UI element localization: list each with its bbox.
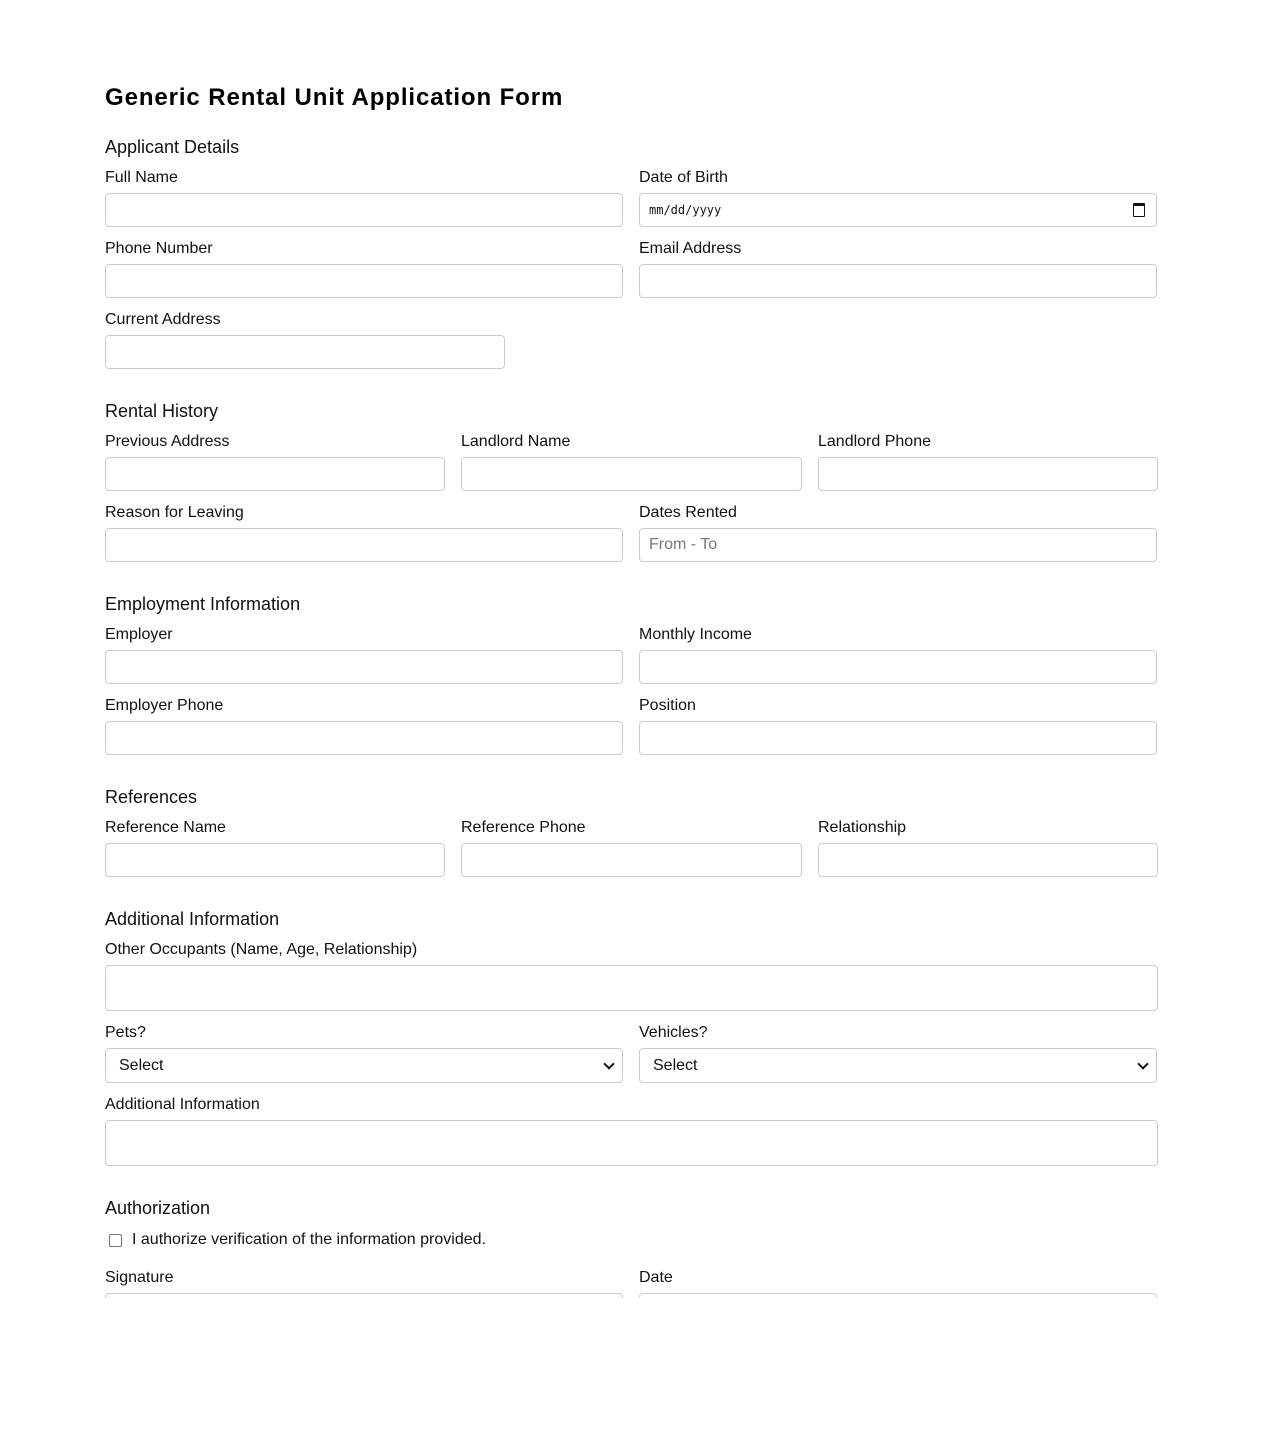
landlord-phone-field-group	[818, 433, 1158, 491]
vehicles-select[interactable]	[639, 1048, 1157, 1083]
signature-field-group	[105, 1269, 623, 1298]
monthly-income-input[interactable]	[639, 650, 1157, 684]
references-row-1	[105, 819, 1158, 877]
reference-phone-input[interactable]	[461, 843, 802, 877]
employment-row-2	[105, 697, 1157, 755]
relationship-field-group	[818, 819, 1158, 877]
landlord-name-input[interactable]	[461, 457, 802, 491]
consent-label[interactable]: I authorize verification of the information provided.	[132, 1231, 486, 1248]
pets-selected-value: Select	[119, 1056, 164, 1074]
chevron-down-icon	[603, 1058, 614, 1069]
phone-input[interactable]	[105, 264, 623, 298]
position-label: Position	[639, 697, 696, 714]
vehicles-label: Vehicles?	[639, 1024, 708, 1041]
phone-label: Phone Number	[105, 240, 213, 257]
references-section	[105, 786, 197, 808]
reference-phone-label: Reference Phone	[461, 819, 586, 836]
employer-phone-input[interactable]	[105, 721, 623, 755]
dob-input[interactable]	[639, 193, 1157, 227]
relationship-label: Relationship	[818, 819, 907, 836]
dates-rented-input[interactable]	[639, 528, 1157, 562]
section-title-rental-history: Rental History	[105, 401, 219, 421]
applicant-section	[105, 136, 239, 158]
pets-select[interactable]	[105, 1048, 623, 1083]
dob-label: Date of Birth	[639, 169, 728, 186]
dates-rented-field-group	[639, 504, 1157, 562]
vehicles-selected-value: Select	[653, 1056, 698, 1074]
full-name-input[interactable]	[105, 193, 623, 227]
chevron-down-icon	[1137, 1058, 1148, 1069]
applicant-row-3	[105, 311, 505, 369]
employer-input[interactable]	[105, 650, 623, 684]
reason-for-leaving-field-group	[105, 504, 623, 562]
section-title-applicant: Applicant Details	[105, 137, 240, 157]
additional-info-textarea[interactable]	[105, 1120, 1158, 1166]
employer-phone-field-group	[105, 697, 623, 755]
previous-address-input[interactable]	[105, 457, 445, 491]
employer-phone-label: Employer Phone	[105, 697, 224, 714]
reference-phone-field-group	[461, 819, 802, 877]
reference-name-input[interactable]	[105, 843, 445, 877]
additional-section	[105, 908, 279, 930]
date-label: Date	[639, 1269, 673, 1286]
rental-history-row-1	[105, 433, 1158, 491]
other-occupants-field-group	[105, 941, 1158, 1011]
section-title-additional: Additional Information	[105, 909, 280, 929]
signature-input[interactable]	[105, 1293, 623, 1298]
authorization-section	[105, 1197, 210, 1219]
pets-field-group	[105, 1024, 623, 1083]
landlord-name-label: Landlord Name	[461, 433, 571, 450]
employer-label: Employer	[105, 626, 173, 643]
section-title-employment: Employment Information	[105, 594, 301, 614]
phone-field-group	[105, 240, 623, 298]
consent-row	[105, 1231, 486, 1249]
employment-section	[105, 593, 300, 615]
previous-address-label: Previous Address	[105, 433, 230, 450]
email-label: Email Address	[639, 240, 742, 257]
current-address-field-group	[105, 311, 505, 369]
date-input[interactable]	[639, 1293, 1157, 1298]
current-address-input[interactable]	[105, 335, 505, 369]
employer-field-group	[105, 626, 623, 684]
applicant-row-2	[105, 240, 1157, 298]
additional-info-label: Additional Information	[105, 1096, 260, 1113]
other-occupants-label: Other Occupants (Name, Age, Relationship)	[105, 941, 418, 958]
rental-application-form	[105, 84, 1158, 1286]
dob-field-group	[639, 169, 1157, 227]
reference-name-label: Reference Name	[105, 819, 226, 836]
position-input[interactable]	[639, 721, 1157, 755]
reason-for-leaving-input[interactable]	[105, 528, 623, 562]
relationship-input[interactable]	[818, 843, 1158, 877]
employment-row-1	[105, 626, 1157, 684]
landlord-phone-input[interactable]	[818, 457, 1158, 491]
additional-info-field-group	[105, 1096, 1158, 1166]
rental-history-section	[105, 400, 218, 422]
reason-for-leaving-label: Reason for Leaving	[105, 504, 244, 521]
vehicles-field-group	[639, 1024, 1157, 1083]
dates-rented-label: Dates Rented	[639, 504, 737, 521]
consent-checkbox[interactable]	[109, 1234, 122, 1247]
position-field-group	[639, 697, 1157, 755]
reference-name-field-group	[105, 819, 445, 877]
authorization-row	[105, 1269, 1157, 1298]
monthly-income-label: Monthly Income	[639, 626, 752, 643]
section-title-authorization: Authorization	[105, 1198, 211, 1218]
monthly-income-field-group	[639, 626, 1157, 684]
signature-label: Signature	[105, 1269, 174, 1286]
full-name-label: Full Name	[105, 169, 178, 186]
calendar-icon[interactable]	[1133, 203, 1145, 217]
rental-history-row-2	[105, 504, 1157, 562]
current-address-label: Current Address	[105, 311, 221, 328]
applicant-row-1	[105, 169, 1157, 227]
full-name-field-group	[105, 169, 623, 227]
section-title-references: References	[105, 787, 198, 807]
email-field-group	[639, 240, 1157, 298]
landlord-phone-label: Landlord Phone	[818, 433, 931, 450]
date-field-group	[639, 1269, 1157, 1298]
previous-address-field-group	[105, 433, 445, 491]
pets-label: Pets?	[105, 1024, 146, 1041]
additional-row-selects	[105, 1024, 1157, 1083]
email-input[interactable]	[639, 264, 1157, 298]
landlord-name-field-group	[461, 433, 802, 491]
page-title: Generic Rental Unit Application Form	[105, 84, 564, 111]
other-occupants-textarea[interactable]	[105, 965, 1158, 1011]
dob-placeholder: mm/dd/yyyy	[649, 203, 722, 217]
